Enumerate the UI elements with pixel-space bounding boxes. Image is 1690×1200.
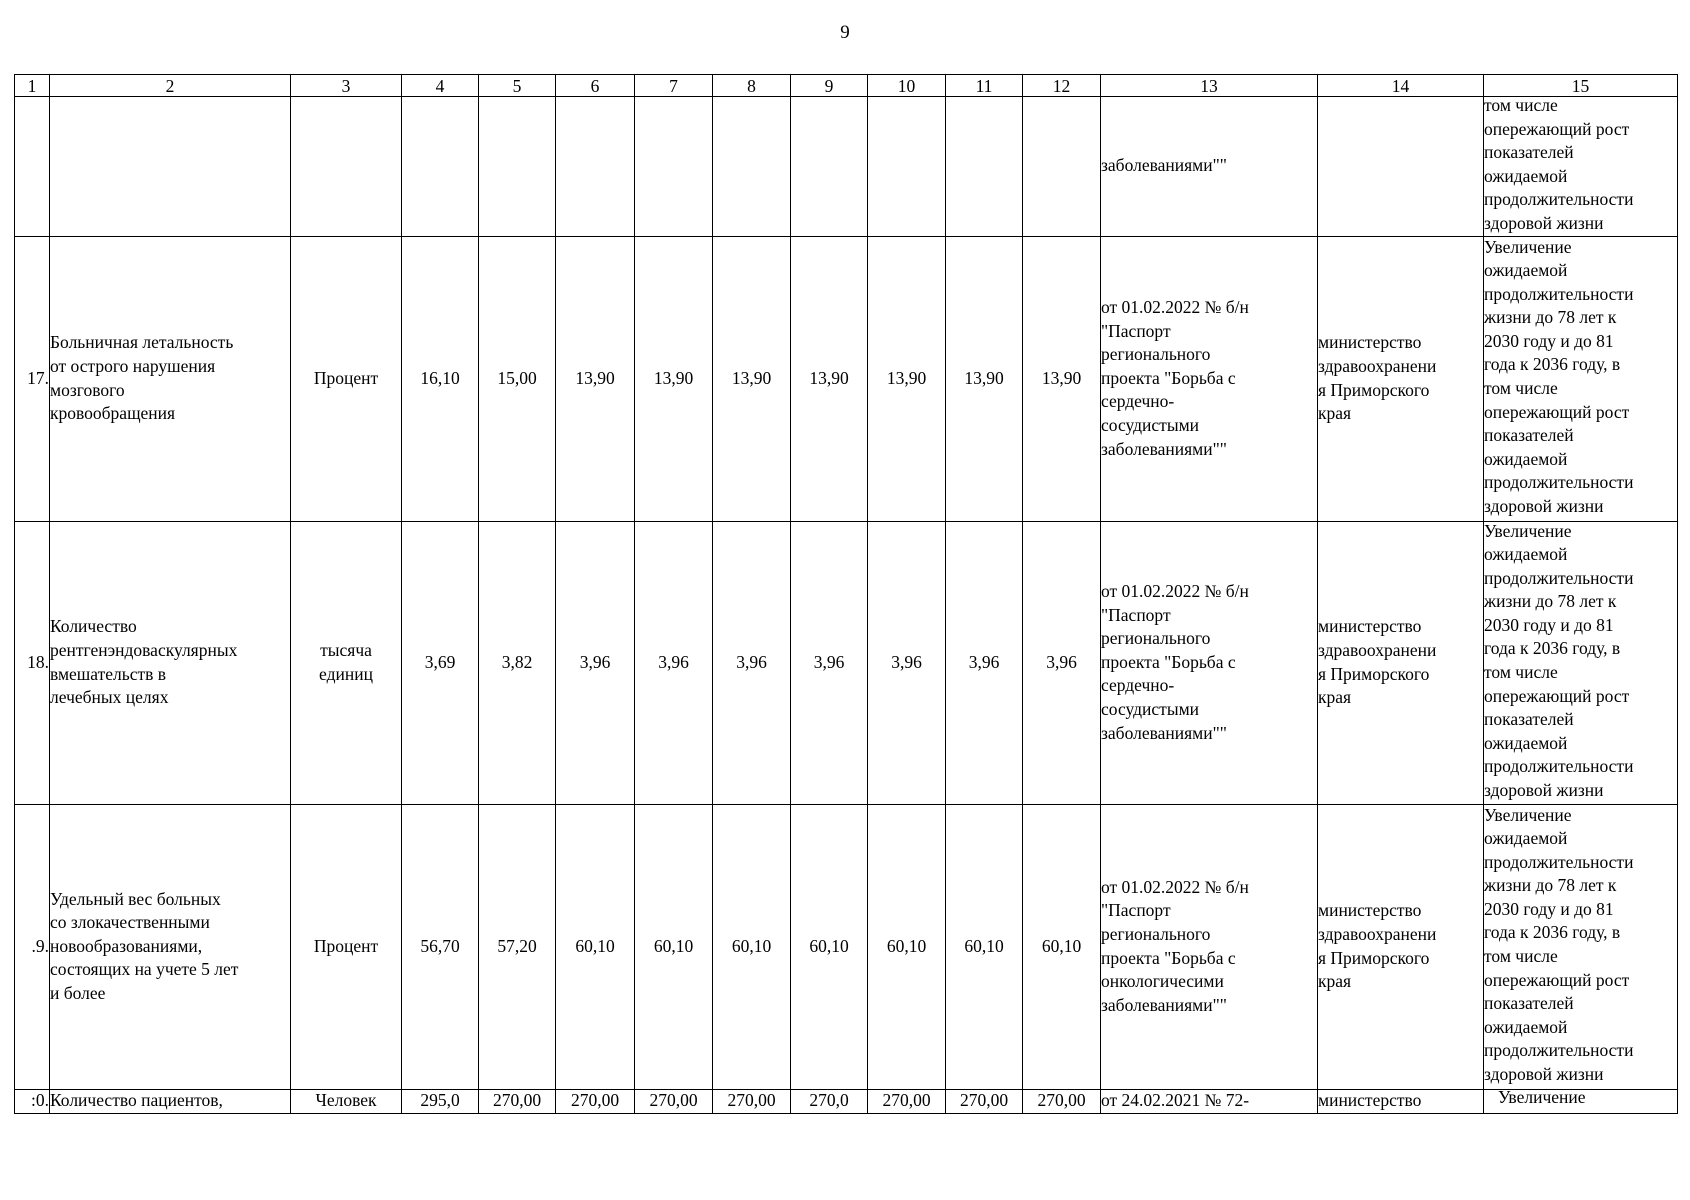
table-row (15, 236, 1678, 521)
unit-cell: тысяча единиц (291, 521, 402, 804)
value-cell: 60,10 (868, 804, 946, 1089)
header-cell: 13 (1101, 75, 1318, 97)
value-cell: 270,0 (791, 1089, 868, 1113)
indicator-name: Больничная летальность от острого нарушения мозгового кровообращения (50, 236, 291, 521)
source-document: от 01.02.2022 № б/н "Паспорт регионального проекта "Борьба с сердечно- сосудистыми заболеваниями"" (1101, 236, 1318, 521)
header-cell: 3 (291, 75, 402, 97)
value-cell: 270,00 (868, 1089, 946, 1113)
header-cell: 10 (868, 75, 946, 97)
value-cell: 3,96 (946, 521, 1023, 804)
value-cell: 3,96 (713, 521, 791, 804)
responsible-body: министерство здравоохранени я Приморского края (1318, 236, 1484, 521)
value-cell (713, 97, 791, 237)
table-row (15, 521, 1678, 804)
header-cell: 12 (1023, 75, 1101, 97)
value-cell: 13,90 (791, 236, 868, 521)
value-cell: 13,90 (713, 236, 791, 521)
source-document: от 01.02.2022 № б/н "Паспорт регионального проекта "Борьба с онкологичесими заболеваниями"" (1101, 804, 1318, 1089)
value-cell (402, 97, 479, 237)
value-cell: 3,69 (402, 521, 479, 804)
indicators-table (14, 74, 1678, 1114)
value-cell: 270,00 (479, 1089, 556, 1113)
value-cell: 13,90 (635, 236, 713, 521)
page-number: 9 (840, 22, 850, 43)
value-cell: 270,00 (713, 1089, 791, 1113)
header-cell: 5 (479, 75, 556, 97)
responsible-body: министерство здравоохранени я Приморского края (1318, 804, 1484, 1089)
source-document: заболеваниями"" (1101, 97, 1318, 237)
header-cell: 15 (1484, 75, 1678, 97)
source-document: от 01.02.2022 № б/н "Паспорт регионального проекта "Борьба с сердечно- сосудистыми заболеваниями"" (1101, 521, 1318, 804)
unit-cell: Процент (291, 804, 402, 1089)
value-cell: 60,10 (946, 804, 1023, 1089)
row-number (15, 97, 50, 237)
value-cell: 270,00 (556, 1089, 635, 1113)
value-cell: 60,10 (556, 804, 635, 1089)
value-cell: 60,10 (713, 804, 791, 1089)
value-cell: 13,90 (868, 236, 946, 521)
value-cell: 3,96 (868, 521, 946, 804)
header-row (15, 75, 1678, 97)
value-cell: 56,70 (402, 804, 479, 1089)
value-cell: 270,00 (946, 1089, 1023, 1113)
value-cell: 270,00 (1023, 1089, 1101, 1113)
goal-link: Увеличение ожидаемой продолжительности жизни до 78 лет к 2030 году и до 81 года к 2036 году, в том числе опережающий рост показателей ожидаемой продолжительности здоровой жизни (1484, 236, 1678, 521)
header-cell: 9 (791, 75, 868, 97)
value-cell: 3,96 (635, 521, 713, 804)
value-cell: 3,96 (556, 521, 635, 804)
source-document: от 24.02.2021 № 72- (1101, 1089, 1318, 1113)
value-cell (791, 97, 868, 237)
responsible-body: министерство (1318, 1089, 1484, 1113)
goal-link: Увеличение ожидаемой продолжительности жизни до 78 лет к 2030 году и до 81 года к 2036 году, в том числе опережающий рост показателей ожидаемой продолжительности здоровой жизни (1484, 804, 1678, 1089)
goal-link: Увеличение ожидаемой продолжительности жизни до 78 лет к 2030 году и до 81 года к 2036 году, в том числе опережающий рост показателей ожидаемой продолжительности здоровой жизни (1484, 521, 1678, 804)
indicator-name (50, 97, 291, 237)
goal-link: том числе опережающий рост показателей ожидаемой продолжительности здоровой жизни (1484, 97, 1678, 237)
value-cell: 57,20 (479, 804, 556, 1089)
row-number: 17. (15, 236, 50, 521)
row-number: :0. (15, 1089, 50, 1113)
unit-cell (291, 97, 402, 237)
header-cell: 11 (946, 75, 1023, 97)
value-cell (868, 97, 946, 237)
table-row (15, 97, 1678, 237)
value-cell: 13,90 (1023, 236, 1101, 521)
value-cell: 15,00 (479, 236, 556, 521)
goal-link: Увеличение (1484, 1089, 1678, 1113)
indicator-name: Количество пациентов, (50, 1089, 291, 1113)
value-cell (556, 97, 635, 237)
value-cell: 295,0 (402, 1089, 479, 1113)
header-cell: 8 (713, 75, 791, 97)
indicator-name: Удельный вес больных со злокачественными новообразованиями, состоящих на учете 5 лет и более (50, 804, 291, 1089)
table-row (15, 804, 1678, 1089)
value-cell: 60,10 (635, 804, 713, 1089)
value-cell (1023, 97, 1101, 237)
value-cell: 3,96 (791, 521, 868, 804)
value-cell: 16,10 (402, 236, 479, 521)
header-cell: 14 (1318, 75, 1484, 97)
responsible-body: министерство здравоохранени я Приморского края (1318, 521, 1484, 804)
header-cell: 6 (556, 75, 635, 97)
header-cell: 1 (15, 75, 50, 97)
header-cell: 2 (50, 75, 291, 97)
header-cell: 7 (635, 75, 713, 97)
indicator-name: Количество рентгенэндоваскулярных вмешательств в лечебных целях (50, 521, 291, 804)
unit-cell: Человек (291, 1089, 402, 1113)
value-cell: 3,96 (1023, 521, 1101, 804)
header-cell: 4 (402, 75, 479, 97)
value-cell: 13,90 (946, 236, 1023, 521)
value-cell: 60,10 (791, 804, 868, 1089)
value-cell (946, 97, 1023, 237)
value-cell: 270,00 (635, 1089, 713, 1113)
responsible-body (1318, 97, 1484, 237)
value-cell (635, 97, 713, 237)
value-cell (479, 97, 556, 237)
unit-cell: Процент (291, 236, 402, 521)
row-number: .9. (15, 804, 50, 1089)
value-cell: 13,90 (556, 236, 635, 521)
value-cell: 60,10 (1023, 804, 1101, 1089)
table-row (15, 1089, 1678, 1113)
value-cell: 3,82 (479, 521, 556, 804)
row-number: 18. (15, 521, 50, 804)
